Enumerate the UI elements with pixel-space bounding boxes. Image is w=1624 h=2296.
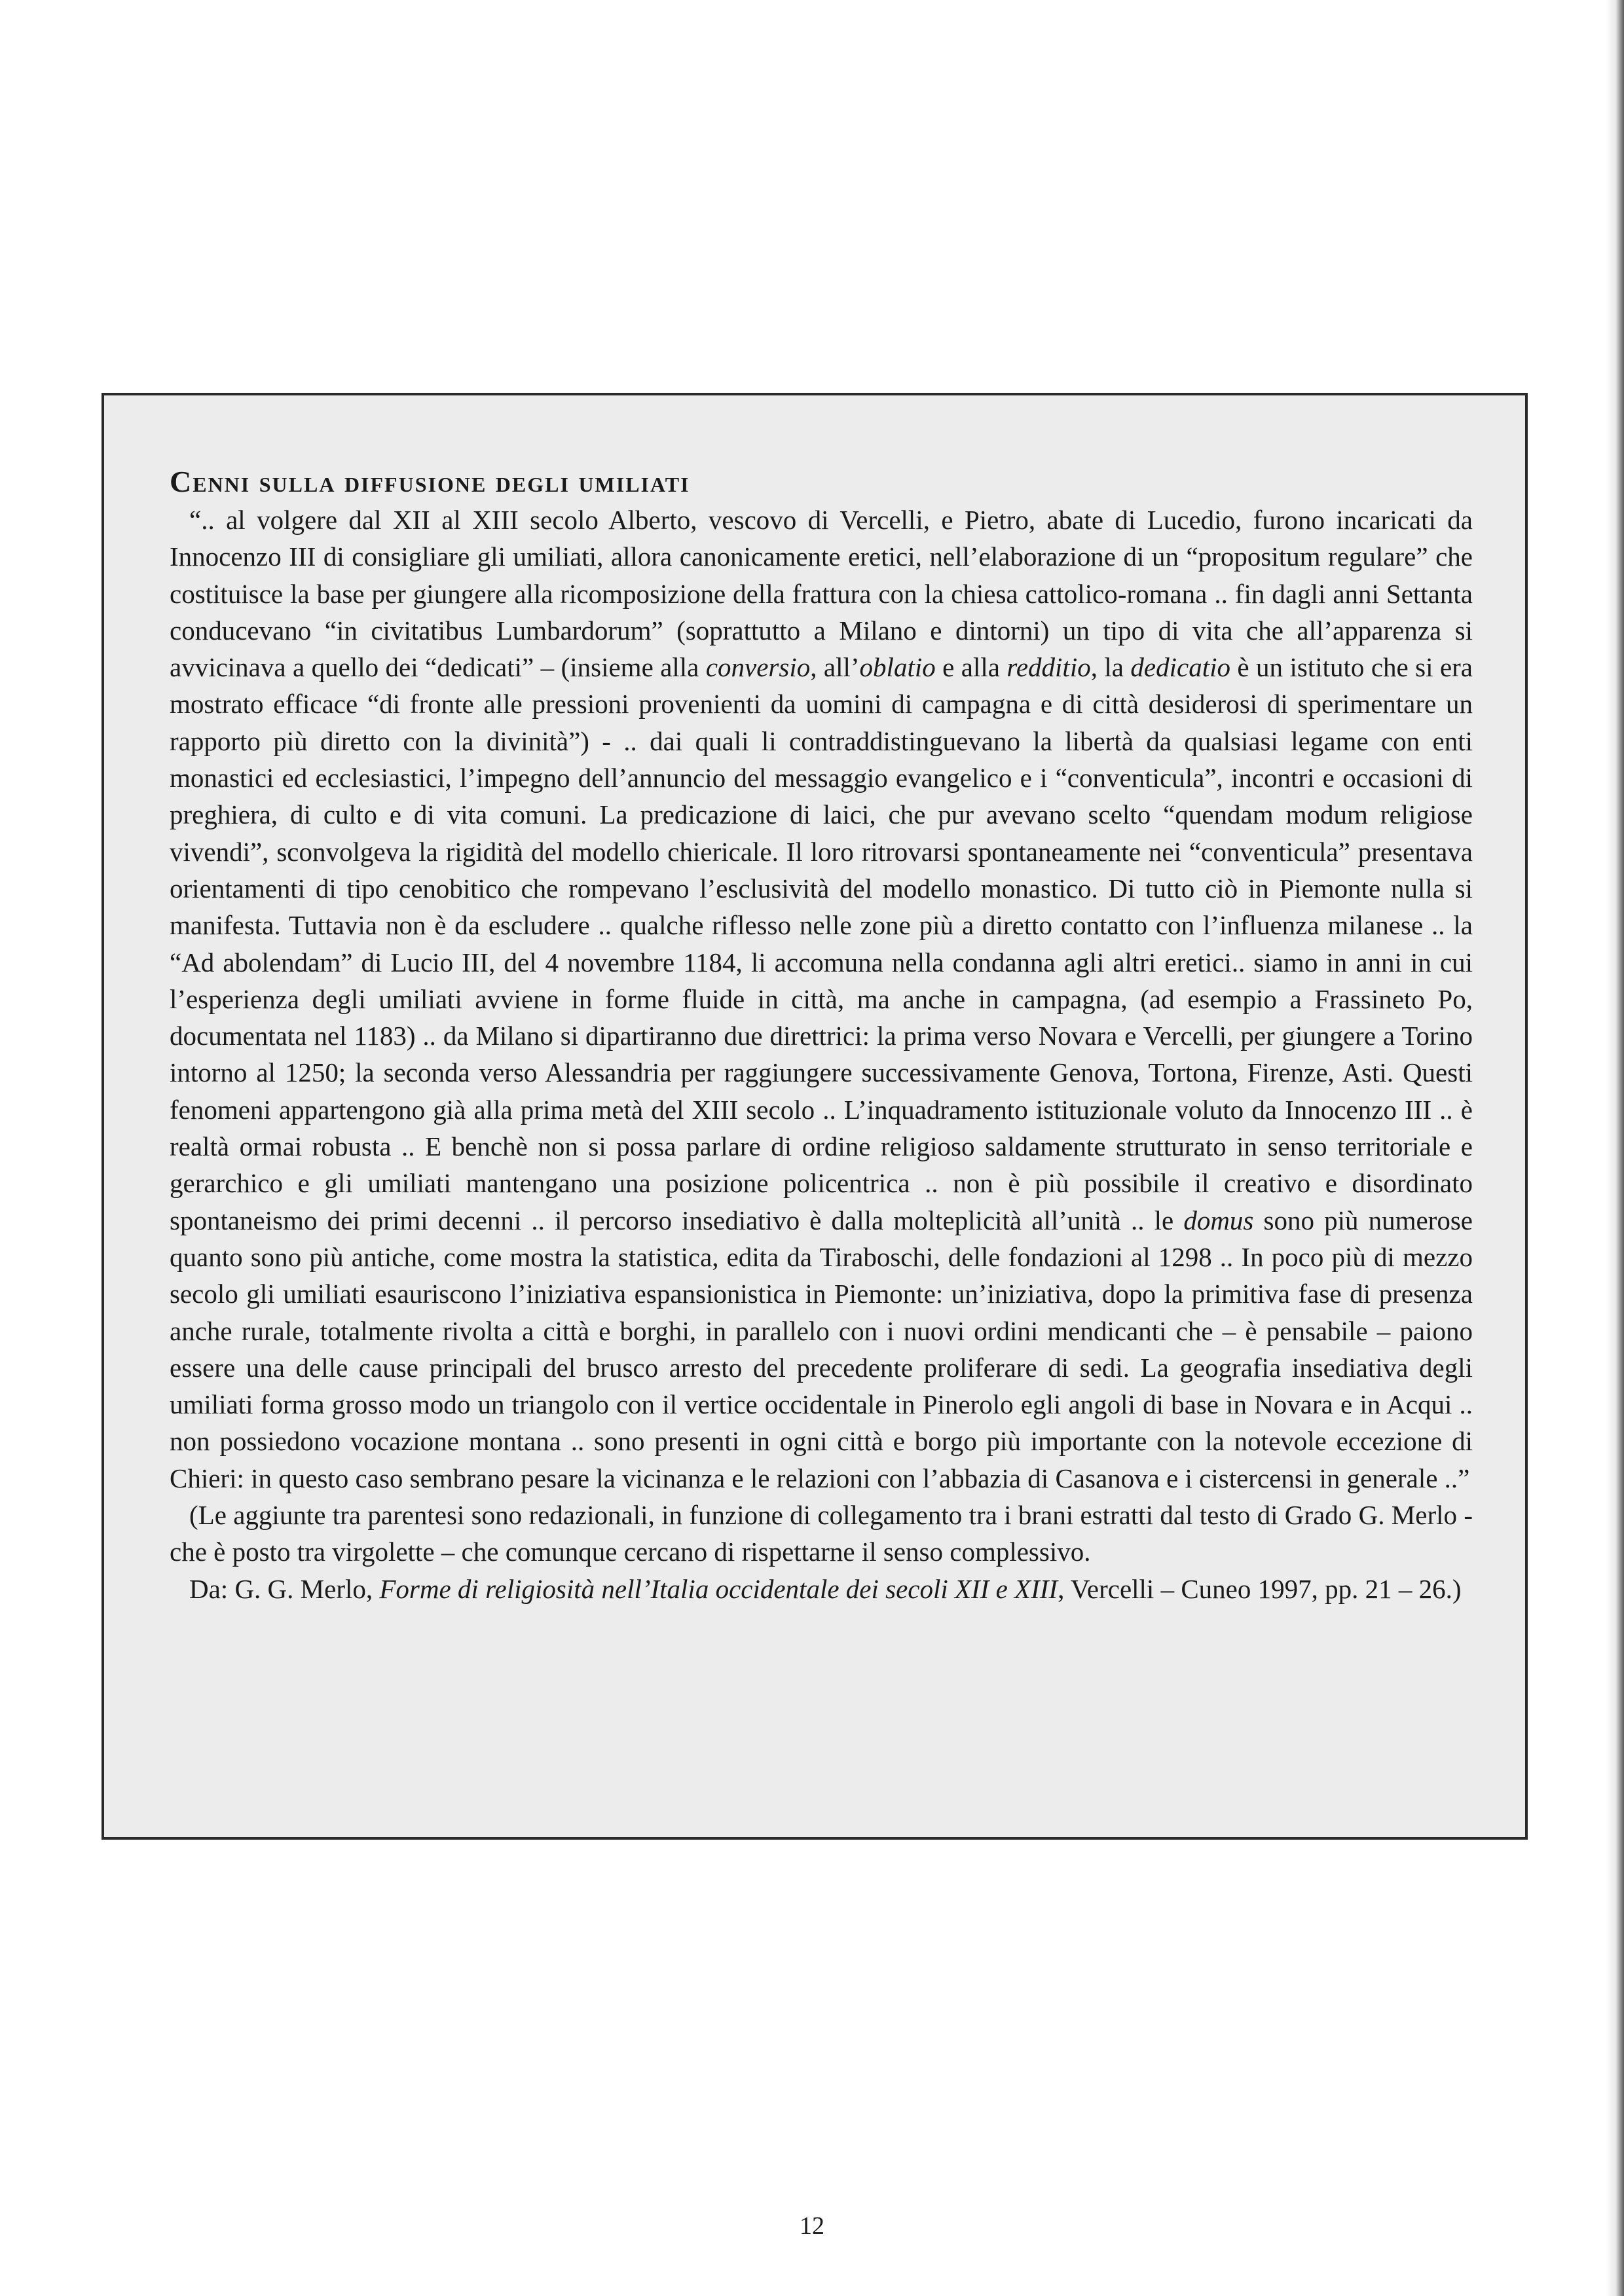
segment-italic: domus [1183,1205,1254,1235]
segment: , Vercelli – Cuneo 1997, pp. 21 – 26.) [1058,1573,1462,1604]
segment: , la [1090,652,1131,683]
paragraph-main-quote [170,501,1473,1497]
segment-italic: Forme di religiosità nell’Italia occidentale dei secoli XII e XIII [379,1573,1058,1604]
segment: sono più numerose quanto sono più antiche, come mostra la statistica, edita da Tiraboschi, delle fondazioni al 1298 .. In poco più di mezzo secolo gli umiliati esauriscono l’iniziativa espansionistica in Piemonte: un’iniziativa, dopo la primitiva fase di presenza anche rurale, totalmente rivolta a città e borghi, in parallelo con i nuovi ordini mendicanti che – è pensabile – paiono essere una delle cause principali del brusco arresto del precedente proliferare di sedi. La geografia insediativa degli umiliati forma grosso modo un triangolo con il vertice occidentale in Pinerolo egli angoli di base in Novara e in Acqui .. non possiedono vocazione montana .. sono presenti in ogni città e borgo più importante con la notevole eccezione di Chieri: in questo caso sembrano pesare la vicinanza e le relazioni con l’abbazia di Casanova e i cistercensi in generale ..” [170,1205,1473,1493]
text-box [101,393,1528,1840]
page-edge-shadow [1606,0,1624,2296]
box-title: Cenni sulla diffusione degli umiliati [170,465,690,498]
segment: è un istituto che si era mostrato efficace “di fronte alle pressioni provenienti da uomini di campagna e di città desiderosi di sperimentare un rapporto più diretto con la divinità”) - .. dai quali li contraddistinguevano la libertà da qualsiasi legame con enti monastici ed ecclesiastici, l’impegno dell’annuncio del messaggio evangelico e i “conventicula”, incontri e occasioni di preghiera, di culto e di vita comuni. La predicazione di laici, che pur avevano scelto “quendam modum religiose vivendi”, sconvolgeva la rigidità del modello chiericale. Il loro ritrovarsi spontaneamente nei “conventicula” presentava orientamenti di tipo cenobitico che rompevano l’esclusività del modello monastico. Di tutto ciò in Piemonte nulla si manifesta. Tuttavia non è da escludere .. qualche riflesso nelle zone più a diretto contatto con l’influenza milanese .. la “Ad abolendam” di Lucio III, del 4 novembre 1184, li accomuna nella condanna agli altri eretici.. siamo in anni in cui l’esperienza degli umiliati avviene in forme fluide in città, ma anche in campagna, (ad esempio a Frassineto Po, documentata nel 1183) .. da Milano si dipartiranno due direttrici: la prima verso Novara e Vercelli, per giungere a Torino intorno al 1250; la seconda verso Alessandria per raggiungere successivamente Genova, Tortona, Firenze, Asti. Questi fenomeni appartengono già alla prima metà del XIII secolo .. L’inquadramento istituzionale voluto da Innocenzo III .. è realtà ormai robusta .. E benchè non si possa parlare di ordine religioso saldamente strutturato in senso territoriale e gerarchico e gli umiliati mantengano una posizione policentrica .. non è più possibile il creativo e disordinato spontaneismo dei primi decenni .. il percorso insediativo è dalla molteplicità all’unità .. le [170,652,1473,1235]
page-number: 12 [800,2212,824,2240]
segment-italic: conversio [705,652,811,683]
segment-italic: redditio [1006,652,1091,683]
paragraph-editorial-note [170,1497,1473,1571]
segment: “.. al volgere dal XII al XIII secolo Alberto, vescovo di Vercelli, e Pietro, abate di Lucedio, furono incaricati da Innocenzo III di consigliare gli umiliati, allora canonicamente eretici, nell’elaborazione di un “propositum regulare” che costituisce la base per giungere alla ricomposizione della frattura con la chiesa cattolico-romana .. fin dagli anni Settanta conducevano “in civitatibus Lumbardorum” (soprattutto a Milano e dintorni) un tipo di vita che all’apparenza si avvicinava a quello dei “dedicati” – (insieme alla [170,505,1473,683]
segment: e alla [935,652,1007,683]
segment-italic: oblatio [859,652,936,683]
segment: Da: G. G. Merlo, [189,1573,380,1604]
segment: (Le aggiunte tra parentesi sono redazionali, in funzione di collegamento tra i brani estratti dal testo di Grado G. Merlo - che è posto tra virgolette – che comunque cercano di rispettarne il senso complessivo. [170,1500,1473,1567]
segment: , all’ [810,652,860,683]
segment-italic: dedicatio [1130,652,1230,683]
paragraph-source-citation [170,1571,1473,1607]
